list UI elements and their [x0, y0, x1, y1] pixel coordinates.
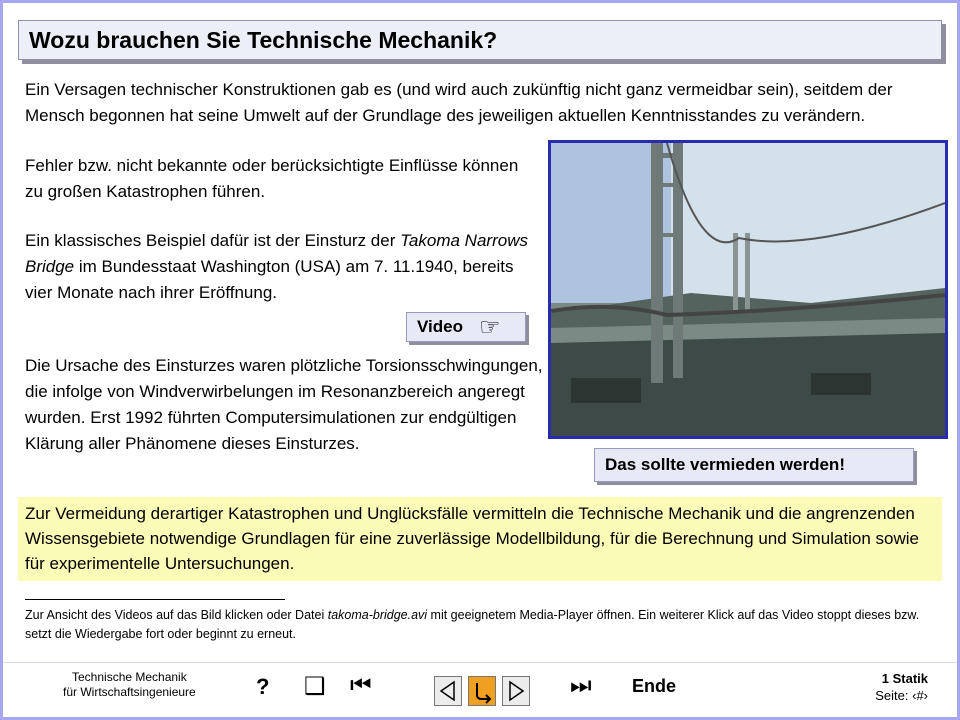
bridge-photo-drawing	[551, 143, 945, 436]
footer-divider	[3, 662, 957, 663]
conclusion-text: Zur Vermeidung derartiger Katastrophen und Unglücksfälle vermitteln die Technische Mechanik und die angrenzenden Wissensgebiete notwendige Grundlagen für eine zuverlässige Modellbildung, für die Berechnung und Simulation sowie für experimentelle Untersuchungen.	[25, 504, 919, 573]
intro-paragraph-2: Fehler bzw. nicht bekannte oder berücksichtigte Einflüsse können zu großen Katastrophen führen.	[25, 156, 519, 201]
course-line-1: Technische Mechanik	[72, 670, 187, 684]
back-button[interactable]	[468, 676, 496, 706]
page-info	[842, 670, 928, 704]
ende-button[interactable]: Ende	[632, 676, 677, 696]
cause-paragraph: Die Ursache des Einsturzes waren plötzliche Torsionsschwingungen, die infolge von Windverwirbelungen im Resonanzbereich angeregt wurden. Erst 1992 führten Computersimulationen zur endgültigen Klärung aller Phänomene dieses Einsturzes.	[25, 356, 543, 453]
return-arrow-icon	[469, 677, 495, 705]
warning-button-label: Das sollte vermieden werden!	[605, 455, 845, 474]
video-button-label: Video	[417, 317, 463, 336]
page-number	[842, 687, 928, 704]
page-label: Seite:	[875, 688, 909, 703]
bridge-name: Takoma Narrows Bridge	[25, 231, 528, 276]
footnote-pre: Zur Ansicht des Videos auf das Bild klicken oder Datei	[25, 608, 328, 622]
pointing-hand-icon: ☞	[479, 314, 501, 341]
example-pre: Ein klassisches Beispiel dafür ist der Einsturz der	[25, 231, 401, 250]
footnote	[25, 606, 925, 644]
footnote-post: mit geeignetem Media-Player öffnen. Ein weiterer Klick auf das Video stoppt dieses bzw. setzt die Wiedergabe fort oder beginnt zu erneut.	[25, 608, 920, 641]
footnote-file: takoma-bridge.avi	[327, 608, 428, 622]
conclusion-box	[18, 497, 942, 581]
next-page-button[interactable]	[502, 676, 530, 706]
bridge-video-image[interactable]	[548, 140, 948, 439]
prev-page-button[interactable]	[434, 676, 462, 706]
course-line-2: für Wirtschaftsingenieure	[63, 685, 196, 699]
page-value: ‹#›	[912, 688, 928, 703]
footnote-rule	[25, 599, 285, 600]
help-button[interactable]: ?	[256, 674, 270, 699]
warning-button[interactable]	[594, 448, 914, 482]
video-button[interactable]	[406, 312, 526, 342]
course-title	[63, 670, 196, 700]
title-box	[18, 20, 942, 60]
intro-paragraph: Ein Versagen technischer Konstruktionen gab es (und wird auch zukünftig nicht ganz vermeidbar sein), seitdem der Mensch begonnen hat seine Umwelt auf der Grundlage des jeweiligen aktuellen Kenntnisstandes zu verändern.	[25, 80, 893, 125]
page-title: Wozu brauchen Sie Technische Mechanik?	[29, 27, 498, 53]
example-paragraph	[25, 228, 540, 306]
example-post: im Bundesstaat Washington (USA) am 7. 11.1940, bereits vier Monate nach ihrer Eröffnung.	[25, 257, 514, 302]
first-page-icon[interactable]: ⏮	[350, 672, 372, 699]
next-arrow-icon	[503, 677, 529, 705]
last-page-icon[interactable]: ⏭	[570, 672, 592, 699]
prev-arrow-icon	[435, 677, 461, 705]
navigation-icon[interactable]: ❑	[304, 673, 326, 700]
chapter-label: 1 Statik	[881, 671, 928, 686]
